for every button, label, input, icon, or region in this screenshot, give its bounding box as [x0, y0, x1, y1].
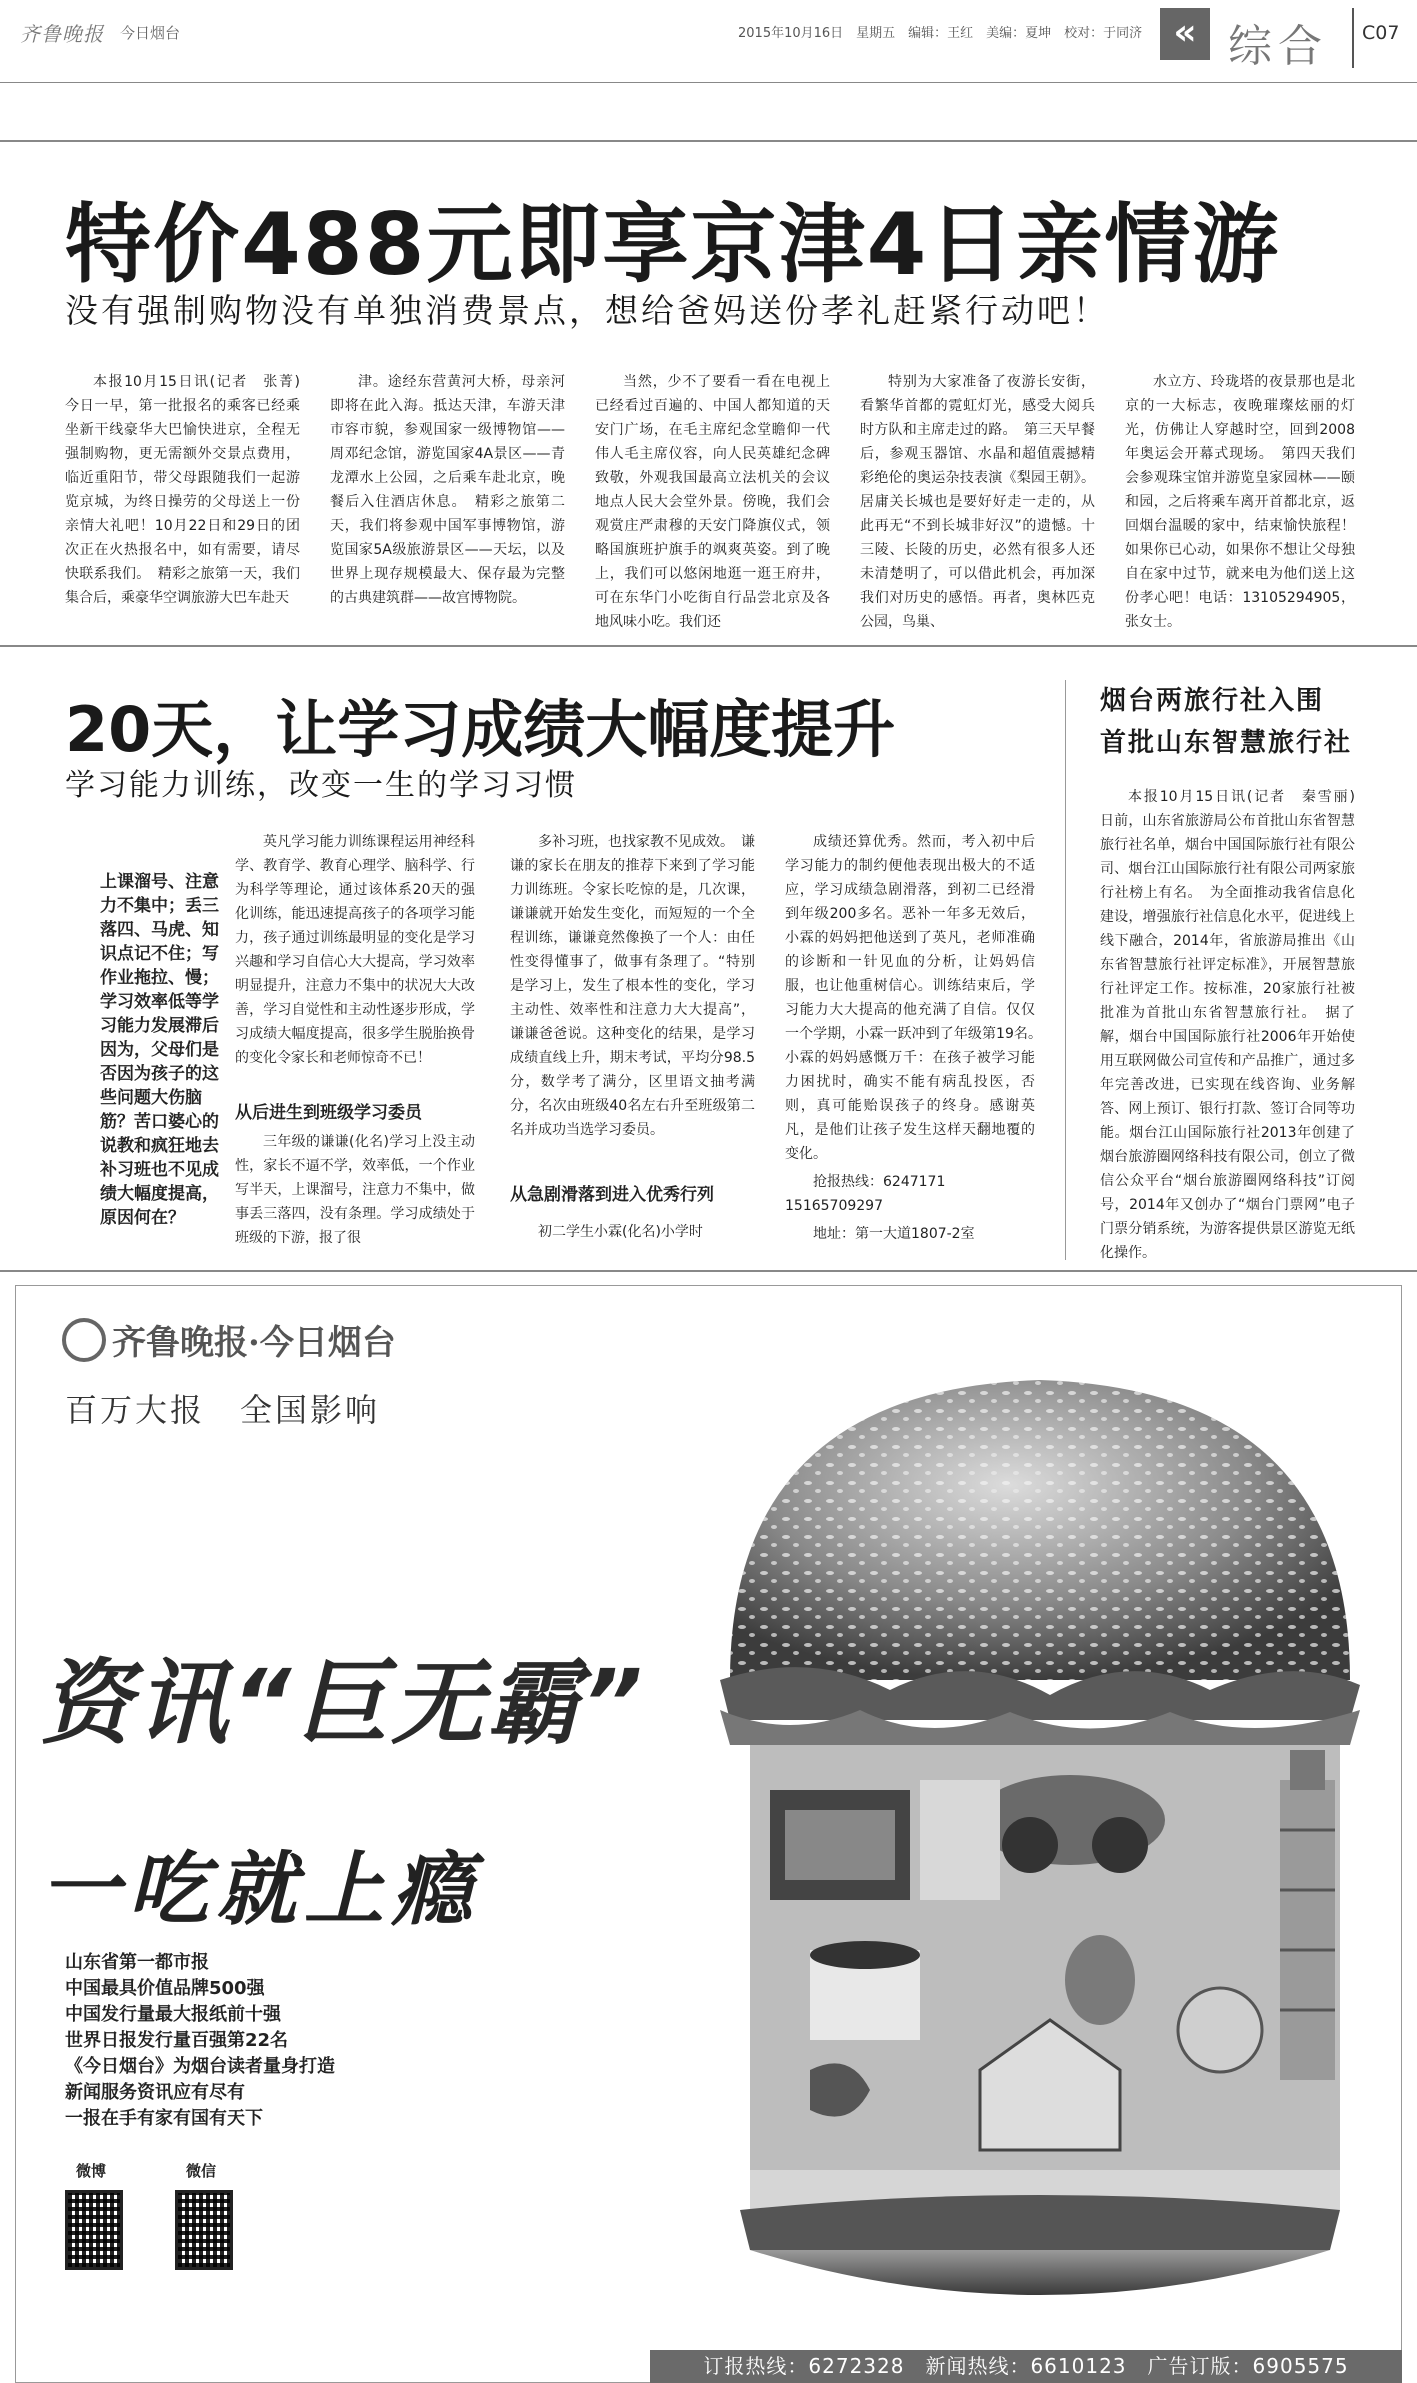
- list-item: 《今日烟台》为烟台读者量身打造: [65, 2056, 335, 2077]
- subsection-title: 从急剧滑落到进入优秀行列: [510, 1185, 714, 1205]
- page-number: C07: [1362, 22, 1400, 44]
- article-column: 本报10月15日讯(记者 秦雪丽) 日前，山东省旅游局公布首批山东省智慧旅行社名单，烟台中国国际旅行社有限公司、烟台江山国际旅行社有限公司两家旅行社榜上有名。 为全面推动我省信息化建设，增强旅行社信息化水平，促进线上线下融合，2014年，省旅游局推出《山东省智慧旅行社评定标准》，开展智慧旅行社评定工作。按标准，20家旅行社被批准为首批山东省智慧旅行社。 据了解，烟台中国国际旅行社2006年开始使用互联网做公司宣传和产品推广，通过多年完善改进，已实现在线咨询、业务解答、网上预订、银行打款、签订合同等功能。烟台江山国际旅行社2013年创建了烟台旅游圈网络科技有限公司，创立了微信公众平台“烟台旅游圈网络科技”订阅号，2014年又创办了“烟台门票网”电子门票分销系统，为游客提供景区游览无纸化操作。: [1100, 789, 1369, 1261]
- contact-hotline: 抢报热线：6247171 15165709297: [785, 1174, 960, 1214]
- qr-label-weixin: 微信: [186, 2162, 217, 2180]
- list-item: 中国最具价值品牌500强: [65, 1978, 265, 1999]
- qr-label-weibo: 微博: [76, 2162, 107, 2180]
- ad-headline: 资讯“巨无霸”: [40, 1650, 647, 1757]
- ad-feature-list: [65, 1950, 335, 2132]
- weixin-qr-code-icon[interactable]: [175, 2190, 233, 2270]
- divider: [0, 140, 1417, 142]
- divider: [0, 645, 1417, 647]
- issue-meta: 2015年10月16日 星期五 编辑：王红 美编：夏坤 校对：于同济: [738, 26, 1143, 41]
- divider: [0, 82, 1417, 83]
- newspaper-logo: 齐鲁晚报: [20, 22, 104, 46]
- section-arrow-icon: «: [1160, 8, 1210, 60]
- article-column: 津。途经东营黄河大桥，母亲河即将在此入海。抵达天津，车游天津市容市貌，参观国家一级博物馆——周邓纪念馆，游览国家4A景区——青龙潭水上公园，之后乘车赴北京，晚餐后入住酒店休息。 精彩之旅第二天，我们将参观中国军事博物馆，游览国家5A级旅游景区——天坛，以及世界上现存规模最大、保存最为完整的古典建筑群——故宫博物院。: [330, 374, 565, 606]
- headline-agency-line2: 首批山东智慧旅行社: [1100, 728, 1353, 758]
- article-column: 特别为大家准备了夜游长安街，看繁华首都的霓虹灯光，感受大阅兵时方队和主席走过的路。 第三天早餐后，参观玉器馆、水晶和超值震撼精彩绝伦的奥运杂技表演《梨园王朝》。居庸关长城也是要好好走一走的，从此再无“不到长城非好汉”的遗憾。十三陵、长陵的历史，必然有很多人还未清楚明了，可以借此机会，再加深我们对历史的感悟。再者，奥林匹克公园，鸟巢、: [860, 374, 1095, 630]
- article-column: 英凡学习能力训练课程运用神经科学、教育学、教育心理学、脑科学、行为科学等理论，通过该体系20天的强化训练，能迅速提高孩子的各项学习能力，孩子通过训练最明显的变化是学习兴趣和学习自信心大大提高，学习效率明显提升，注意力不集中的状况大大改善，学习自觉性和主动性逐步形成，学习成绩大幅度提高，很多学生脱胎换骨的变化令家长和老师惊奇不已！: [235, 834, 475, 1066]
- list-item: 一报在手有家有国有天下: [65, 2108, 263, 2129]
- article-column: 初二学生小霖(化名)小学时: [538, 1224, 703, 1240]
- masthead: [0, 0, 1417, 80]
- edition-name: 今日烟台: [120, 24, 181, 42]
- hotline-bar: 订报热线：6272328 新闻热线：6610123 广告订版：6905575: [650, 2350, 1402, 2383]
- article-column: 当然，少不了要看一看在电视上已经看过百遍的、中国人都知道的天安门广场，在毛主席纪念堂瞻仰一代伟人毛主席仪容，向人民英雄纪念碑致敬，外观我国最高立法机关的会议地点人民大会堂外景。傍晚，我们会观赏庄严肃穆的天安门降旗仪式，领略国旗班护旗手的飒爽英姿。到了晚上，我们可以悠闲地逛一逛王府井，可在东华门小吃街自行品尝北京及各地风味小吃。我们还: [595, 374, 830, 630]
- ad-slogan: 百万大报 全国影响: [65, 1391, 381, 1429]
- ad-logo: 齐鲁晚报·今日烟台: [112, 1323, 396, 1363]
- list-item: 中国发行量最大报纸前十强: [65, 2004, 281, 2025]
- subhead-study: 学习能力训练，改变一生的学习习惯: [65, 768, 577, 803]
- section-title: 综合: [1228, 21, 1328, 72]
- article-column: 成绩还算优秀。然而，考入初中后学习能力的制约便他表现出极大的不适应，学习成绩急剧滑落，到初二已经滑到年级200多名。恶补一年多无效后，小霖的妈妈把他送到了英凡，老师准确的诊断和一针见血的分析，让妈妈信服，也让他重树信心。训练结束后，学习能力大大提高的他充满了自信。仅仅一个学期，小霖一跃冲到了年级第19名。 小霖的妈妈感慨万千：在孩子被学习能力困扰时，确实不能有病乱投医，否则，真可能贻误孩子的终身。感谢英凡，是他们让孩子发生这样天翻地覆的变化。: [785, 834, 1049, 1162]
- headline-study: 20天，让学习成绩大幅度提升: [65, 693, 896, 766]
- divider: [1352, 8, 1354, 68]
- divider: [1065, 680, 1066, 1260]
- article-column: 三年级的谦谦(化名)学习上没主动性，家长不逼不学，效率低，一个作业写半天，上课溜号，注意力不集中，做事丢三落四，没有条理。学习成绩处于班级的下游，报了很: [235, 1134, 475, 1246]
- weibo-qr-code-icon[interactable]: [65, 2190, 123, 2270]
- newspaper-logo-icon: [62, 1318, 106, 1362]
- list-item: 新闻服务资讯应有尽有: [65, 2082, 245, 2103]
- headline-travel: 特价488元即享京津4日亲情游: [65, 195, 1281, 295]
- article-column: 本报10月15日讯(记者 张菁) 今日一早，第一批报名的乘客已经乘坐新干线豪华大巴愉快进京，全程无强制购物，更无需额外交景点费用，临近重阳节，带父母跟随我们一起游览京城，为终日操劳的父母送上一份亲情大礼吧！10月22日和29日的团次正在火热报名中，如有需要，请尽快联系我们。 精彩之旅第一天，我们集合后，乘豪华空调旅游大巴车赴天: [65, 374, 314, 606]
- pull-quote: 上课溜号、注意力不集中；丢三落四、马虎、知识点记不住；写作业拖拉、慢；学习效率低等学习能力发展滞后因为，父母们是否因为孩子的这些问题大伤脑筋？苦口婆心的说教和疯狂地去补习班也不见成绩大幅度提高，原因何在？: [100, 872, 219, 1228]
- list-item: 世界日报发行量百强第22名: [65, 2030, 289, 2051]
- headline-agency-line1: 烟台两旅行社入围: [1100, 686, 1325, 716]
- list-item: 山东省第一都市报: [65, 1952, 209, 1973]
- ad-tagline: 一吃就上瘾: [40, 1843, 480, 1936]
- subsection-title: 从后进生到班级学习委员: [235, 1103, 422, 1123]
- contact-address: 地址：第一大道1807-2室: [813, 1226, 975, 1242]
- burger-illustration: [690, 1350, 1390, 2340]
- article-column: 多补习班，也找家教不见成效。 谦谦的家长在朋友的推荐下来到了学习能力训练班。令家长吃惊的是，几次课，谦谦就开始发生变化，而短短的一个全程训练，谦谦竟然像换了一个人：由任性变得懂事了，做事有条理了。“特别是学习上，发生了根本性的变化，学习主动性、效率性和注意力大大提高”，谦谦爸爸说。这种变化的结果，是学习成绩直线上升，期末考试，平均分98.5分，数学考了满分，区里语文抽考满分，名次由班级40名左右升至班级第二名并成功当选学习委员。: [510, 834, 755, 1138]
- article-column: 水立方、玲珑塔的夜景那也是北京的一大标志，夜晚璀璨炫丽的灯光，仿佛让人穿越时空，回到2008年奥运会开幕式现场。 第四天我们会参观珠宝馆并游览皇家园林——颐和园，之后将乘车离开首都北京，返回烟台温暖的家中，结束愉快旅程！ 如果你已心动，如果你不想让父母独自在家中过节，就来电为他们送上这份孝心吧！电话：13105294905，张女士。: [1125, 374, 1369, 630]
- subhead-travel: 没有强制购物没有单独消费景点，想给爸妈送份孝礼赶紧行动吧！: [65, 291, 1109, 330]
- divider: [0, 1270, 1417, 1272]
